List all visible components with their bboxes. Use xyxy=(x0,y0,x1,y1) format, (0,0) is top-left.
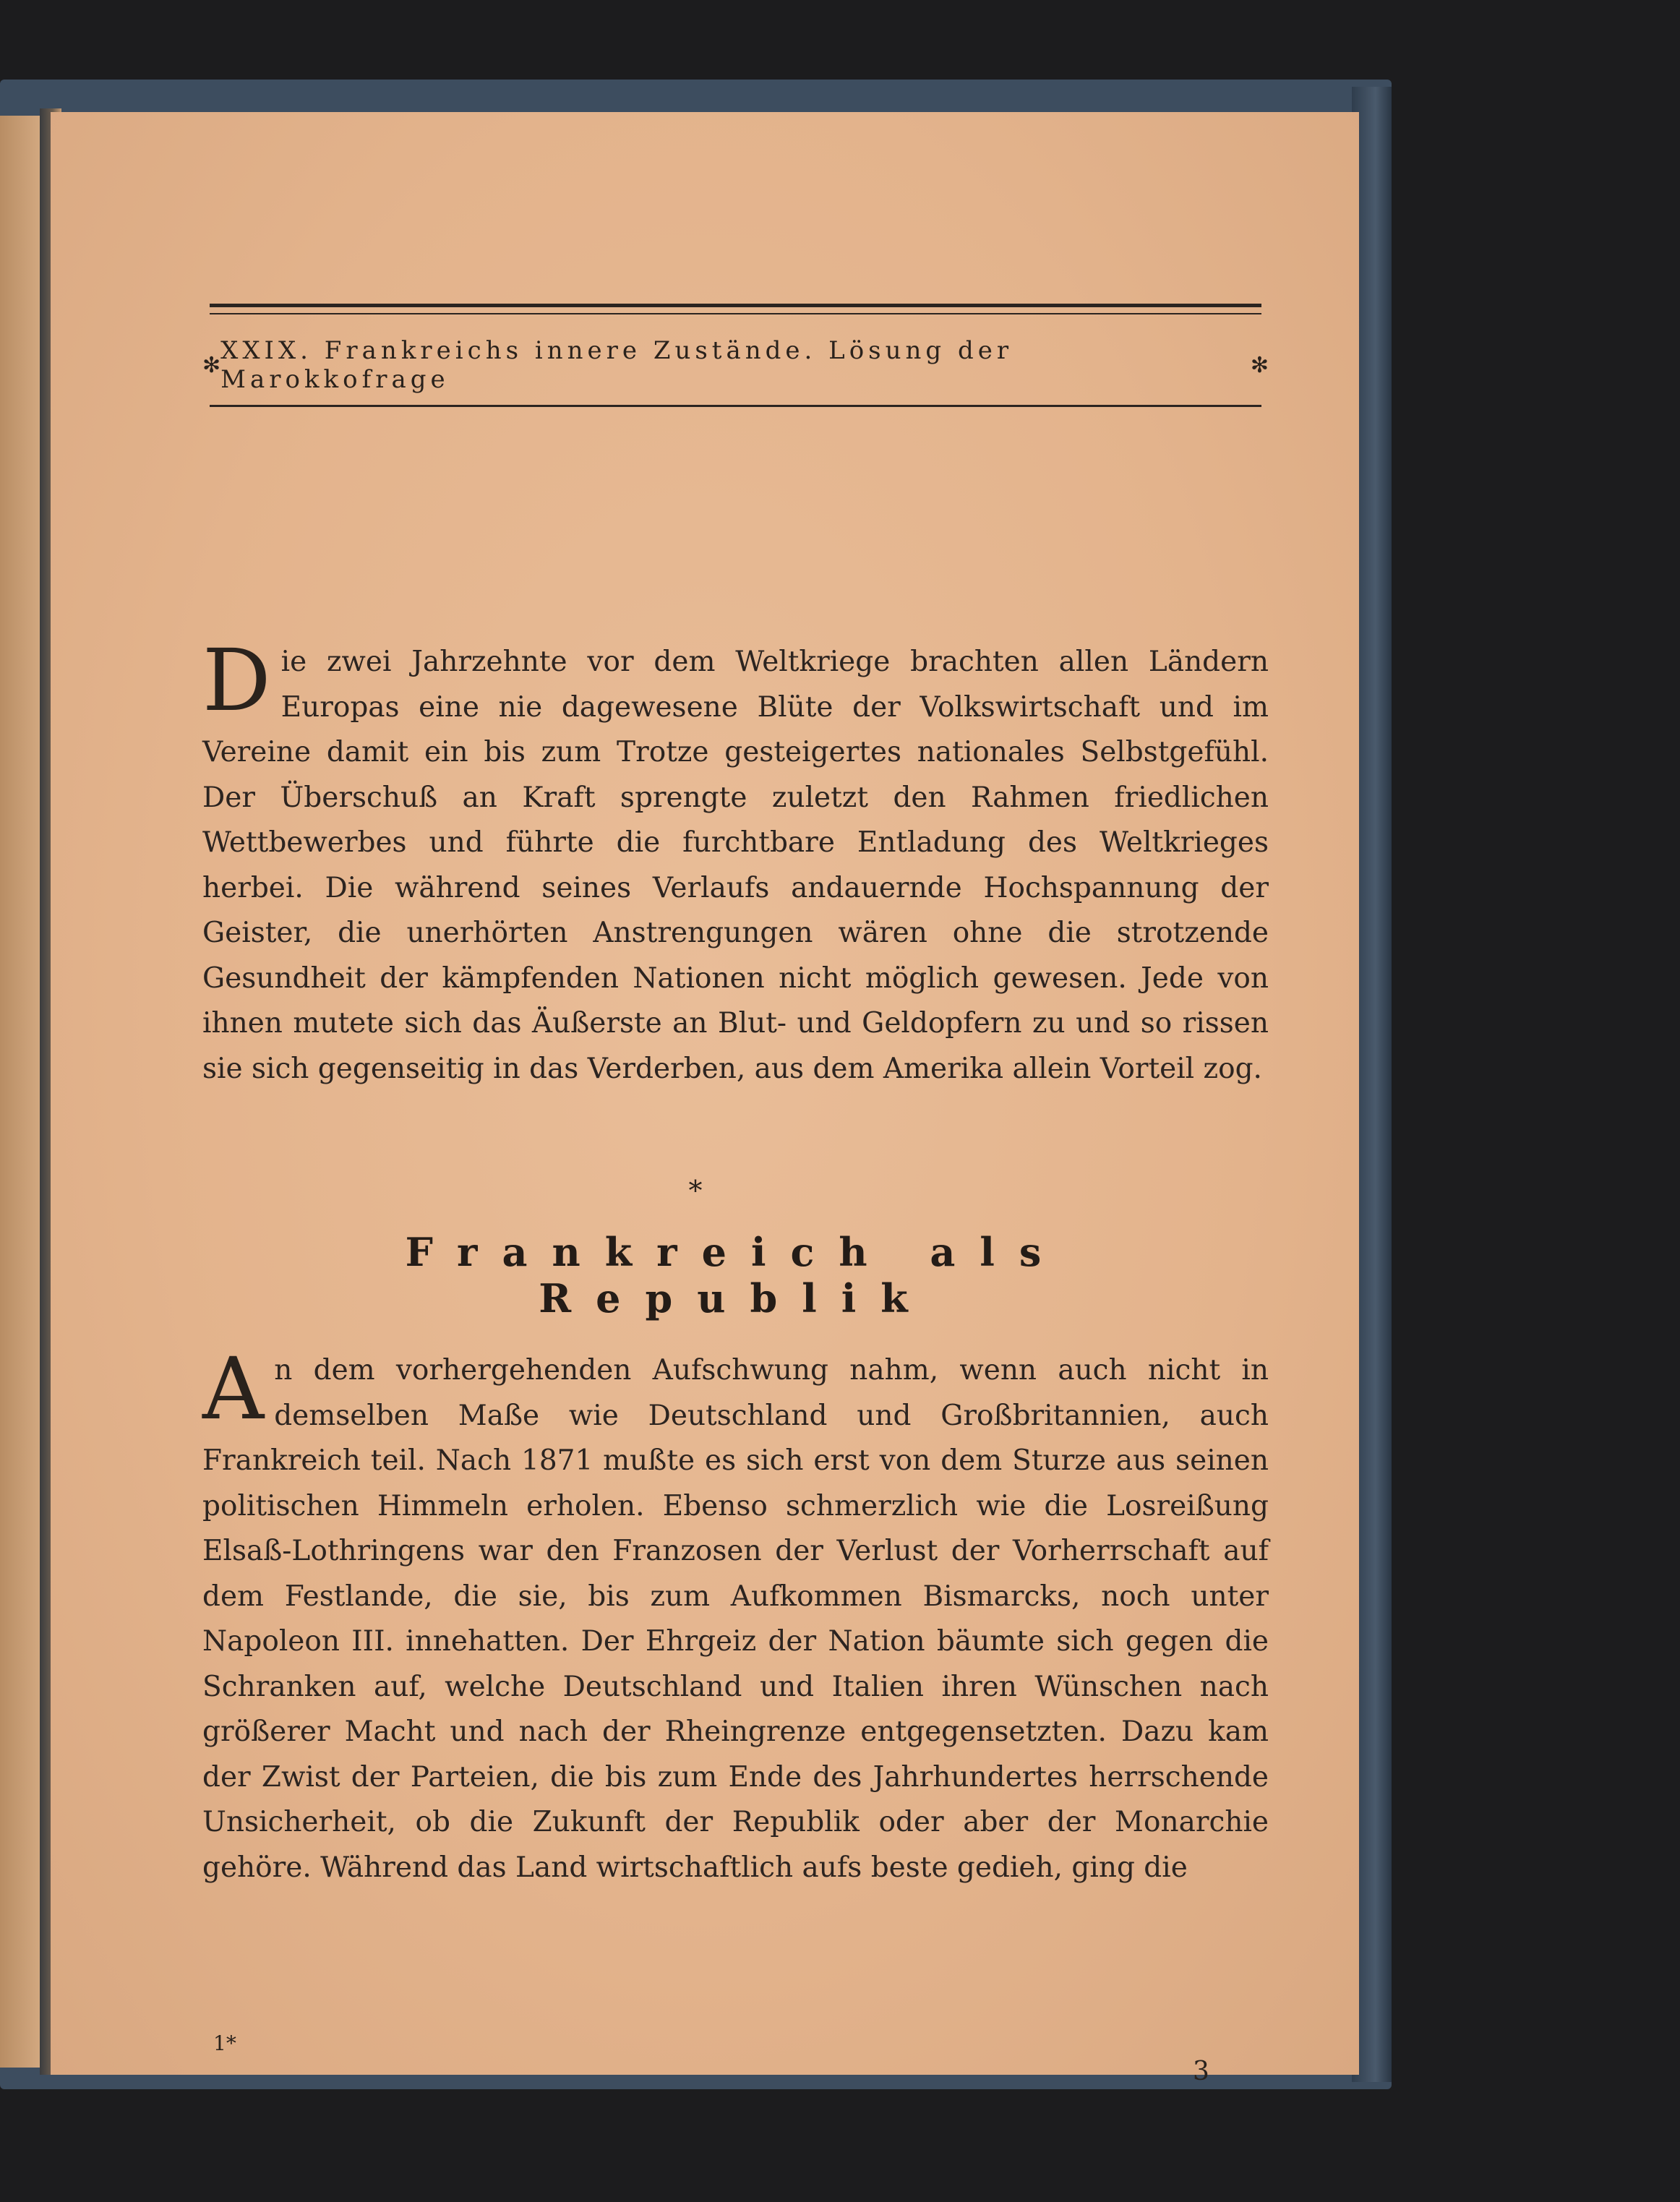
ornament-right-icon: ✻ xyxy=(1250,352,1269,378)
facing-page-edge xyxy=(0,116,40,2068)
dropcap: A xyxy=(202,1339,265,1439)
running-head-title: XXIX. Frankreichs innere Zustände. Lösung der Marokkofrage xyxy=(220,336,1013,394)
signature-mark: 1* xyxy=(213,2031,236,2055)
header-rule-bottom xyxy=(210,405,1261,407)
paragraph-text: ie zwei Jahrzehnte vor dem Weltkriege brachten allen Ländern Europas eine nie dagewesene Blüte der Volkswirtschaft und im Vereine damit ein bis zum Trotze gesteigertes nationales Selbstgefühl. Der Überschuß an Kraft sprengte zuletzt den Rahmen friedlichen Wettbewerbes und führte die furchtbare Entladung des Weltkrieges herbei. Die während seines Verlaufs andauernde Hochspannung der Geister, die unerhörten Anstrengungen wären ohne die strotzende Gesundheit der kämpfenden Nationen nicht möglich gewesen. Jede von ihnen mutete sich das Äußerste an Blut- und Geldopfern zu und so rissen sie sich gegenseitig in das Verderben, aus dem Amerika allein Vorteil zog. xyxy=(202,646,1269,1085)
paragraph-intro xyxy=(202,630,1269,1092)
running-head xyxy=(202,336,1269,394)
header-rule-thick xyxy=(210,304,1261,307)
header-rule-thin xyxy=(210,313,1261,314)
page-number: 3 xyxy=(1193,2057,1209,2086)
section-separator: * xyxy=(688,1175,703,1207)
section-title: Frankreich als Republik xyxy=(405,1229,1066,1321)
paragraph-text: n dem vorhergehenden Aufschwung nahm, wenn auch nicht in demselben Maße wie Deutschland und Großbritannien, auch Frankreich teil. Nach 1871 mußte es sich erst von dem Sturze aus seinen politischen Himmeln erholen. Ebenso schmerzlich wie die Losreißung Elsaß-Lothringens war den Franzosen der Verlust der Vorherrschaft auf dem Festlande, die sie, bis zum Aufkommen Bismarcks, noch unter Napoleon III. innehatten. Der Ehrgeiz der Nation bäumte sich gegen die Schranken auf, welche Deutschland und Italien ihren Wünschen nach größerer Macht und nach der Rheingrenze entgegensetzten. Dazu kam der Zwist der Parteien, die bis zum Ende des Jahrhundertes herrschende Unsicherheit, ob die Zukunft der Republik oder aber der Monarchie gehöre. Während das Land wirtschaftlich aufs beste gedieh, ging die xyxy=(202,1354,1269,1884)
paragraph-republic xyxy=(202,1339,1269,1890)
dropcap: D xyxy=(202,630,271,730)
ornament-left-icon: ✻ xyxy=(202,352,221,378)
book-page xyxy=(51,112,1359,2086)
